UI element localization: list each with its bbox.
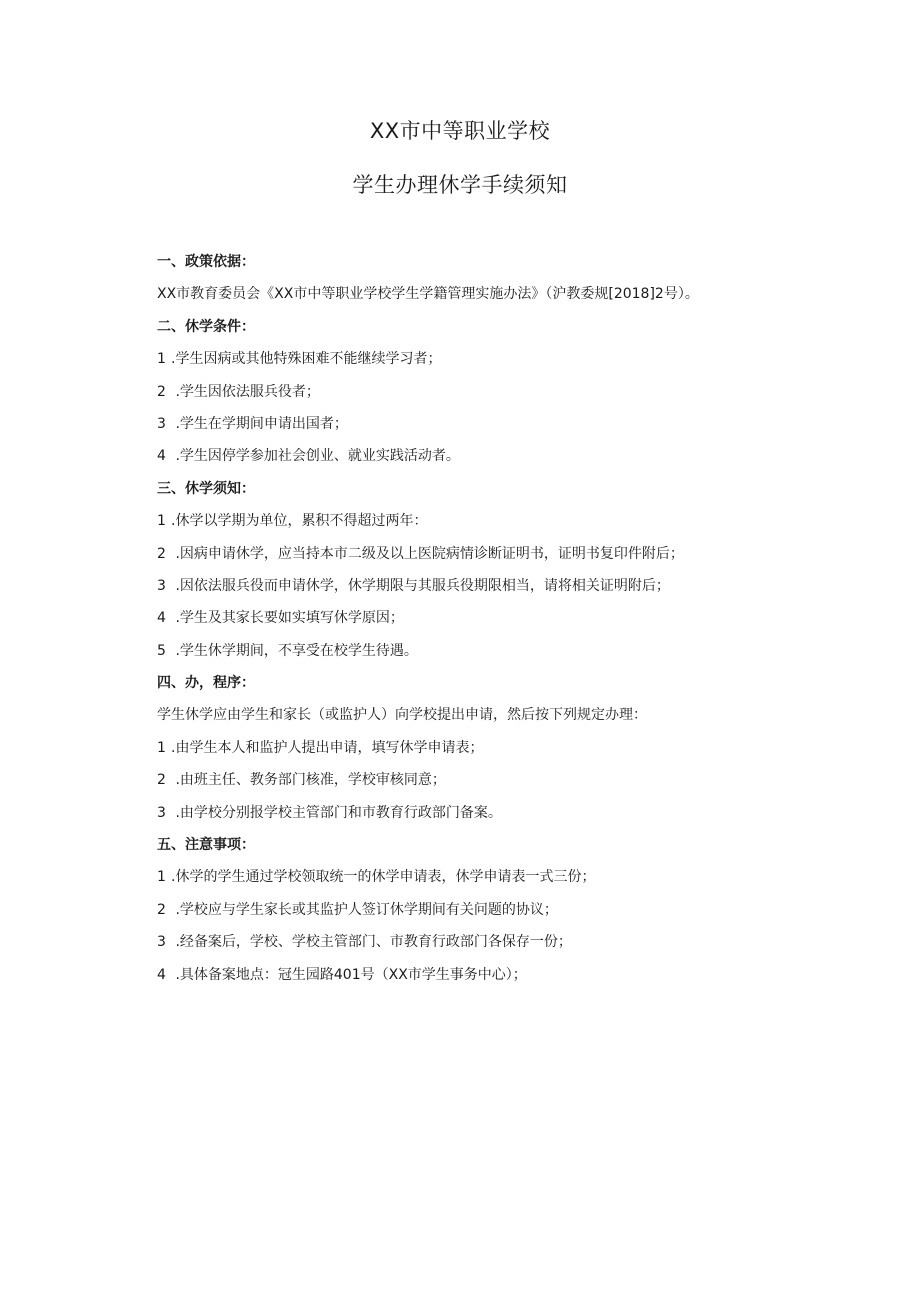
section-heading-procedure: 四、办，程序： [157,675,255,692]
document-body [157,250,897,995]
list-item-number: 5 [157,642,166,659]
list-item-text: .学生因依法服兵役者； [171,383,320,400]
list-item [157,963,897,995]
list-item-text: .由学校分别报学校主管部门和市教育行政部门备案。 [171,804,502,821]
list-item [157,542,897,574]
document-title: XX市中等职业学校 [369,119,551,143]
list-item [157,639,897,671]
list-item [157,898,897,930]
list-item-number: 3 [157,804,166,821]
document-subtitle: 学生办理休学手续须知 [352,173,568,197]
list-item-number: 3 [157,415,166,432]
list-item-text: .学生休学期间，不享受在校学生待遇。 [171,642,418,659]
list-item-text: .休学以学期为单位，累积不得超过两年： [171,513,428,530]
list-item-text: .学生及其家长要如实填写休学原因； [171,610,404,627]
list-item-number: 4 [157,610,166,627]
list-item [157,347,897,379]
list-item-number: 1 [157,513,166,530]
list-item-text: .休学的学生通过学校领取统一的休学申请表，休学申请表一式三份； [171,869,596,886]
policy-basis-paragraph: XX市教育委员会《XX市中等职业学校学生学籍管理实施办法》（沪教委规[2018]2号）。 [157,286,699,303]
list-item [157,801,897,833]
list-item-text: .学生在学期间申请出国者； [171,415,348,432]
list-item-number: 1 [157,869,166,886]
list-item-text: .因病申请休学，应当持本市二级及以上医院病情诊断证明书，证明书复印件附后； [171,545,684,562]
list-item-text: .因依法服兵役而申请休学，休学期限与其服兵役期限相当，请将相关证明附后； [171,577,670,594]
list-item [157,930,897,962]
list-item-text: .具体备案地点：冠生园路401号（XX市学生事务中心）； [171,966,527,983]
list-item [157,380,897,412]
list-item [157,865,897,897]
list-item-number: 2 [157,901,166,918]
list-item-number: 4 [157,448,166,465]
list-item-text: .学校应与学生家长或其监护人签订休学期间有关问题的协议； [171,901,558,918]
list-item-number: 1 [157,739,166,756]
list-item [157,412,897,444]
procedure-paragraph: 学生休学应由学生和家长（或监护人）向学校提出申请，然后按下列规定办理： [157,707,647,724]
list-item [157,509,897,541]
list-item-number: 2 [157,772,166,789]
list-item-number: 1 [157,351,166,368]
section-heading-notice: 三、休学须知： [157,480,255,497]
list-item-text: .由班主任、教务部门核准，学校审核同意； [171,772,446,789]
list-item [157,574,897,606]
section-heading-conditions: 二、休学条件： [157,318,255,335]
list-item-number: 4 [157,966,166,983]
list-item [157,736,897,768]
list-item-text: .学生因停学参加社会创业、就业实践活动者。 [171,448,460,465]
list-item-number: 2 [157,383,166,400]
list-item-text: .学生因病或其他特殊困难不能继续学习者； [171,351,442,368]
list-item [157,768,897,800]
list-item [157,444,897,476]
list-item-number: 3 [157,577,166,594]
list-item-text: .由学生本人和监护人提出申请，填写休学申请表； [171,739,484,756]
list-item [157,606,897,638]
section-heading-policy-basis: 一、政策依据： [157,254,255,270]
list-item-number: 2 [157,545,166,562]
section-heading-notes: 五、注意事项： [157,837,255,854]
list-item-number: 3 [157,934,166,951]
list-item-text: .经备案后，学校、学校主管部门、市教育行政部门各保存一份； [171,934,572,951]
